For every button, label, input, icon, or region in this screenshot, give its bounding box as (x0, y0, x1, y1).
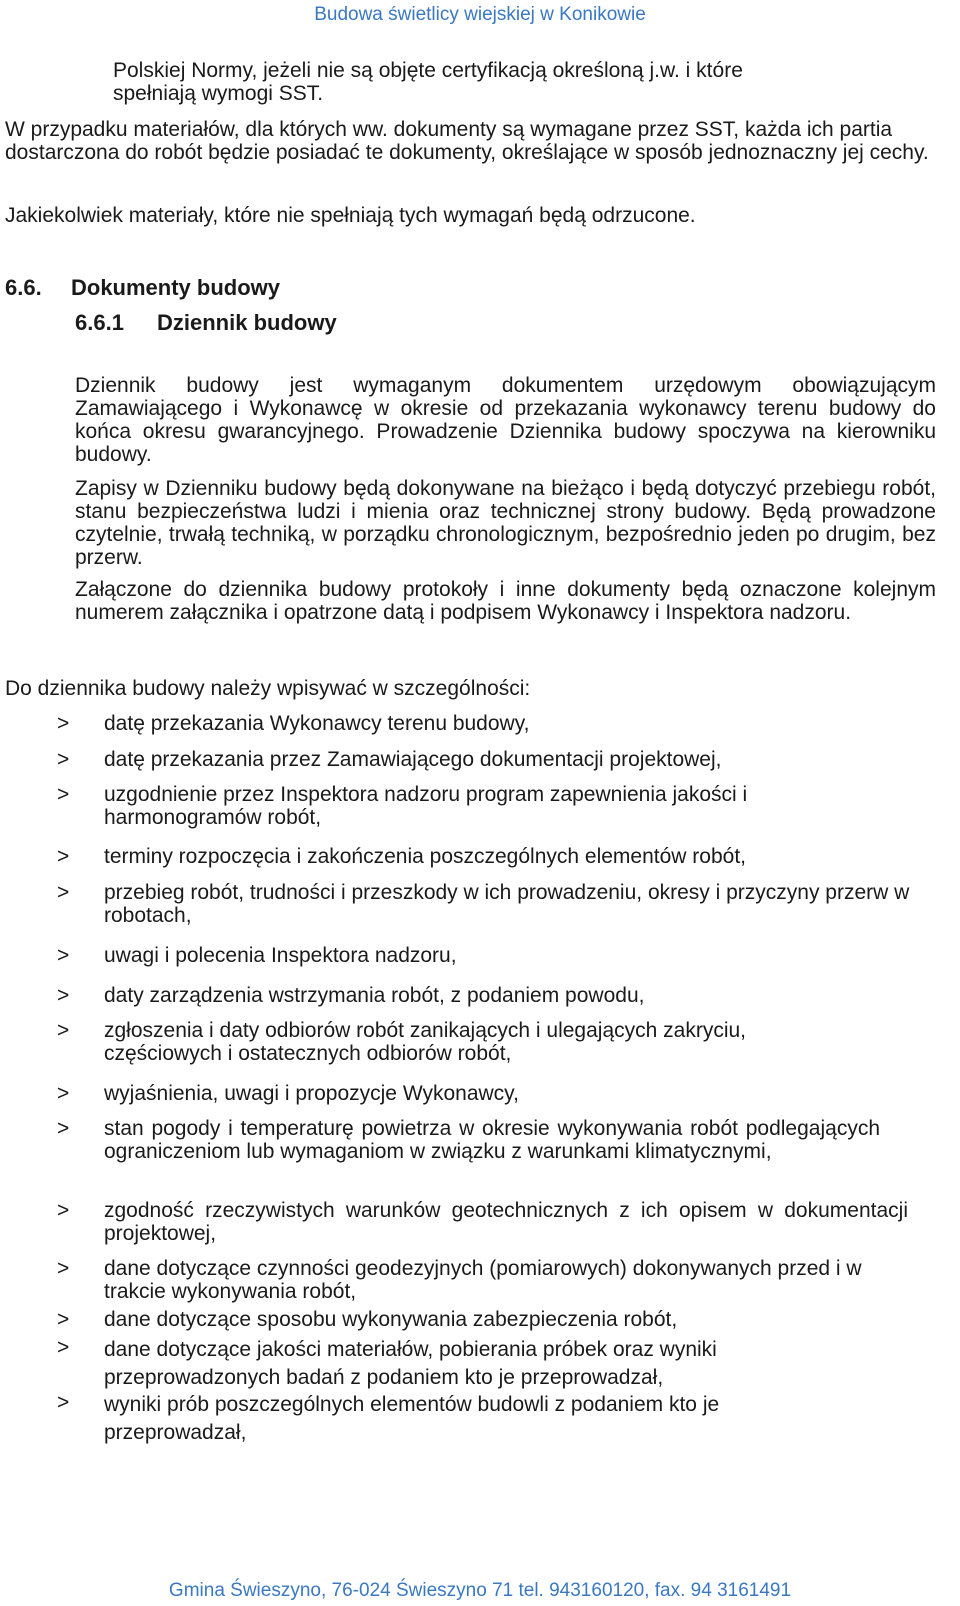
list-item-text: przebieg robót, trudności i przeszkody w ich prowadzeniu, okresy i przyczyny przerw w robotach, (104, 881, 910, 927)
section-title: Dokumenty budowy (71, 275, 281, 300)
list-item-text: datę przekazania przez Zamawiającego dokumentacji projektowej, (104, 748, 722, 771)
bullet-marker: > (57, 1117, 70, 1140)
list-item-text: zgodność rzeczywistych warunków geotechnicznych z ich opisem w dokumentacji projektowej, (104, 1199, 908, 1245)
bullet-marker: > (57, 944, 70, 967)
list-item-text: zgłoszenia i daty odbiorów robót zanikających i ulegających zakryciu, częściowych i ostatecznych odbiorów robót, (104, 1019, 746, 1065)
page-footer: Gmina Świeszyno, 76-024 Świeszyno 71 tel. 943160120, fax. 94 3161491 (168, 1580, 792, 1601)
bullet-marker: > (57, 1391, 70, 1414)
subsection-number: 6.6.1 (75, 310, 124, 335)
list-item-text: stan pogody i temperaturę powietrza w okresie wykonywania robót podlegających ograniczeniom lub wymaganiom w związku z warunkami klimatycznymi, (104, 1117, 880, 1163)
list-item-text: daty zarządzenia wstrzymania robót, z podaniem powodu, (104, 984, 645, 1007)
bullet-marker: > (57, 712, 70, 735)
list-item-text: wyjaśnienia, uwagi i propozycje Wykonawcy, (104, 1082, 519, 1105)
bullet-marker: > (57, 1308, 70, 1331)
bullet-marker: > (57, 783, 70, 806)
list-item-text: dane dotyczące jakości materiałów, pobierania próbek oraz wyniki przeprowadzonych badań z podaniem kto je przeprowadzał, (104, 1338, 717, 1389)
intro-line-1: Polskiej Normy, jeżeli nie są objęte certyfikacją określoną j.w. i które (113, 59, 743, 82)
bullet-marker: > (57, 881, 70, 904)
section-number: 6.6. (5, 275, 42, 300)
bullet-marker: > (57, 845, 70, 868)
intro-paragraph-3: Jakiekolwiek materiały, które nie spełniają tych wymagań będą odrzucone. (5, 204, 696, 227)
list-item-text: wyniki prób poszczególnych elementów budowli z podaniem kto je przeprowadzał, (104, 1393, 720, 1444)
intro-line-2: spełniają wymogi SST. (113, 82, 324, 105)
bullet-marker: > (57, 1082, 70, 1105)
list-item-text: uzgodnienie przez Inspektora nadzoru program zapewnienia jakości i harmonogramów robót, (104, 783, 748, 829)
body-paragraph-2: Zapisy w Dzienniku budowy będą dokonywane na bieżąco i będą dotyczyć przebiegu robót, stanu bezpieczeństwa ludzi i mienia oraz technicznej strony budowy. Będą prowadzone czytelnie, trwałą techniką, w porządku chronologicznym, bezpośrednio jeden po drugim, bez przerw. (75, 477, 936, 569)
bullet-marker: > (57, 1257, 70, 1280)
bullet-marker: > (57, 1336, 70, 1359)
list-item-text: uwagi i polecenia Inspektora nadzoru, (104, 944, 457, 967)
page-header: Budowa świetlicy wiejskiej w Konikowie (314, 4, 646, 25)
bullet-marker: > (57, 984, 70, 1007)
body-paragraph-1: Dziennik budowy jest wymaganym dokumentem urzędowym obowiązującym Zamawiającego i Wykonawcę w okresie od przekazania wykonawcy terenu budowy do końca okresu gwarancyjnego. Prowadzenie Dziennika budowy spoczywa na kierowniku budowy. (75, 374, 936, 466)
subsection-title: Dziennik budowy (157, 310, 337, 335)
list-intro: Do dziennika budowy należy wpisywać w szczególności: (5, 677, 531, 700)
body-paragraph-3: Załączone do dziennika budowy protokoły i inne dokumenty będą oznaczone kolejnym numerem załącznika i opatrzone datą i podpisem Wykonawcy i Inspektora nadzoru. (75, 578, 936, 624)
intro-paragraph-2: W przypadku materiałów, dla których ww. dokumenty są wymagane przez SST, każda ich partia dostarczona do robót będzie posiadać te dokumenty, określające w sposób jednoznaczny jej cechy. (5, 118, 929, 164)
bullet-marker: > (57, 1019, 70, 1042)
bullet-marker: > (57, 1199, 70, 1222)
bullet-marker: > (57, 748, 70, 771)
list-item-text: dane dotyczące czynności geodezyjnych (pomiarowych) dokonywanych przed i w trakcie wykonywania robót, (104, 1257, 862, 1303)
list-item-text: terminy rozpoczęcia i zakończenia poszczególnych elementów robót, (104, 845, 746, 868)
list-item-text: dane dotyczące sposobu wykonywania zabezpieczenia robót, (104, 1308, 678, 1331)
list-item-text: datę przekazania Wykonawcy terenu budowy, (104, 712, 530, 735)
